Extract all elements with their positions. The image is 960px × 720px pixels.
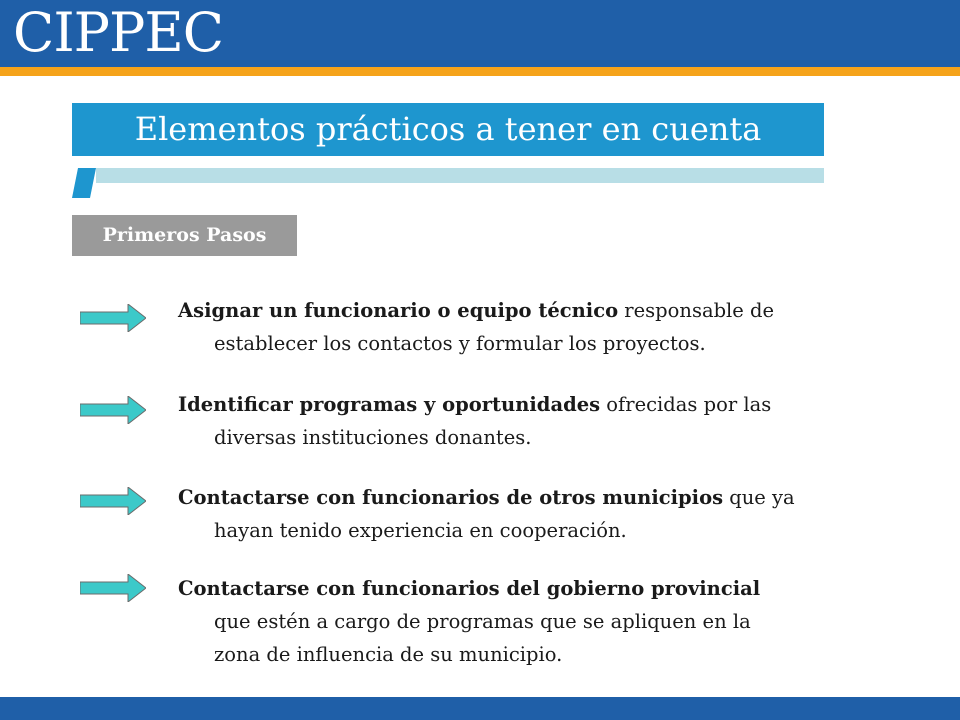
slash-accent-icon <box>72 168 96 198</box>
item-rest-text: responsable de <box>618 299 775 322</box>
arrow-right-icon <box>80 304 146 332</box>
section-badge-label: Primeros Pasos <box>102 224 267 246</box>
header-bar <box>0 0 960 67</box>
item-bold-text: Contactarse con funcionarios del gobierno provincial <box>178 577 761 600</box>
item-bold-text: Contactarse con funcionarios de otros municipios <box>178 486 724 509</box>
item-rest-text: que ya <box>723 486 795 509</box>
cippec-logo: CIPPEC <box>13 1 224 64</box>
item-continuation: zona de influencia de su municipio. <box>214 643 563 666</box>
section-badge <box>72 215 297 256</box>
arrow-right-icon <box>80 487 146 515</box>
item-text <box>178 388 878 454</box>
item-rest-text: ofrecidas por las <box>600 393 772 416</box>
arrow-right-icon <box>80 574 146 602</box>
item-continuation: establecer los contactos y formular los proyectos. <box>214 332 706 355</box>
slide-title: Elementos prácticos a tener en cuenta <box>134 110 762 148</box>
item-continuation: diversas instituciones donantes. <box>214 426 532 449</box>
header-stripe <box>0 67 960 76</box>
item-bold-text: Identificar programas y oportunidades <box>178 393 601 416</box>
arrow-right-icon <box>80 396 146 424</box>
item-continuation: hayan tenido experiencia en cooperación. <box>214 519 627 542</box>
item-text <box>178 572 878 671</box>
item-text <box>178 294 878 360</box>
item-continuation: que estén a cargo de programas que se apliquen en la <box>214 610 751 633</box>
accent-bar <box>96 168 824 183</box>
item-bold-text: Asignar un funcionario o equipo técnico <box>178 299 619 322</box>
title-bar <box>72 103 824 156</box>
item-text <box>178 481 878 547</box>
footer-bar <box>0 697 960 720</box>
